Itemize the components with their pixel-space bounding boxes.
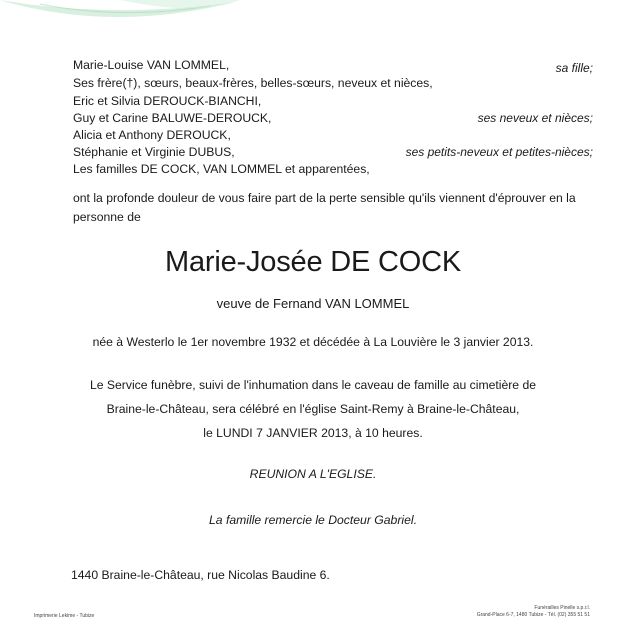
birth-death-dates: née à Westerlo le 1er novembre 1932 et décédée à La Louvière le 3 janvier 2013. bbox=[92, 335, 534, 349]
reunion-note: REUNION A L'EGLISE. bbox=[249, 467, 377, 481]
family-name: Guy et Carine BALUWE-DEROUCK, bbox=[73, 111, 272, 125]
widow-of: veuve de Fernand VAN LOMMEL bbox=[216, 296, 410, 311]
intro-text: ont la profonde douleur de vous faire part de la perte sensible qu'ils viennent d'éprouver en la personne de bbox=[73, 191, 576, 224]
family-name: Les familles DE COCK, VAN LOMMEL et apparentées, bbox=[73, 162, 370, 176]
printer-credit: Imprimerie Lekime - Tubize bbox=[34, 613, 95, 619]
family-name: Marie-Louise VAN LOMMEL, bbox=[73, 58, 230, 72]
family-relation: ses neveux et nièces; bbox=[477, 111, 593, 125]
service-line: Braine-le-Château, sera célébré en l'église Saint-Remy à Braine-le-Château, bbox=[106, 402, 520, 416]
leaf-decoration-icon bbox=[0, 0, 240, 40]
service-line: le LUNDI 7 JANVIER 2013, à 10 heures. bbox=[203, 426, 423, 440]
family-address: 1440 Braine-le-Château, rue Nicolas Baudine 6. bbox=[71, 568, 330, 582]
family-relation: sa fille; bbox=[555, 61, 593, 75]
family-name: Eric et Silvia DEROUCK-BIANCHI, bbox=[73, 94, 262, 108]
funeral-home-address: Grand-Place 6-7, 1480 Tubize - Tél. (02) 355 51 51 bbox=[476, 611, 590, 618]
funeral-home-name: Funérailles Pinelle s.p.r.l. bbox=[534, 605, 590, 611]
deceased-name: Marie-Josée DE COCK bbox=[165, 246, 461, 278]
family-name: Stéphanie et Virginie DUBUS, bbox=[73, 145, 235, 159]
family-name: Alicia et Anthony DEROUCK, bbox=[73, 128, 231, 142]
service-line: Le Service funèbre, suivi de l'inhumation dans le caveau de famille au cimetière de bbox=[89, 378, 537, 392]
family-name: Ses frère(†), sœurs, beaux-frères, belles-sœurs, neveux et nièces, bbox=[73, 76, 433, 90]
thanks-note: La famille remercie le Docteur Gabriel. bbox=[209, 513, 417, 527]
funeral-home-credit bbox=[477, 605, 590, 618]
family-relation: ses petits-neveux et petites-nièces; bbox=[405, 145, 593, 159]
